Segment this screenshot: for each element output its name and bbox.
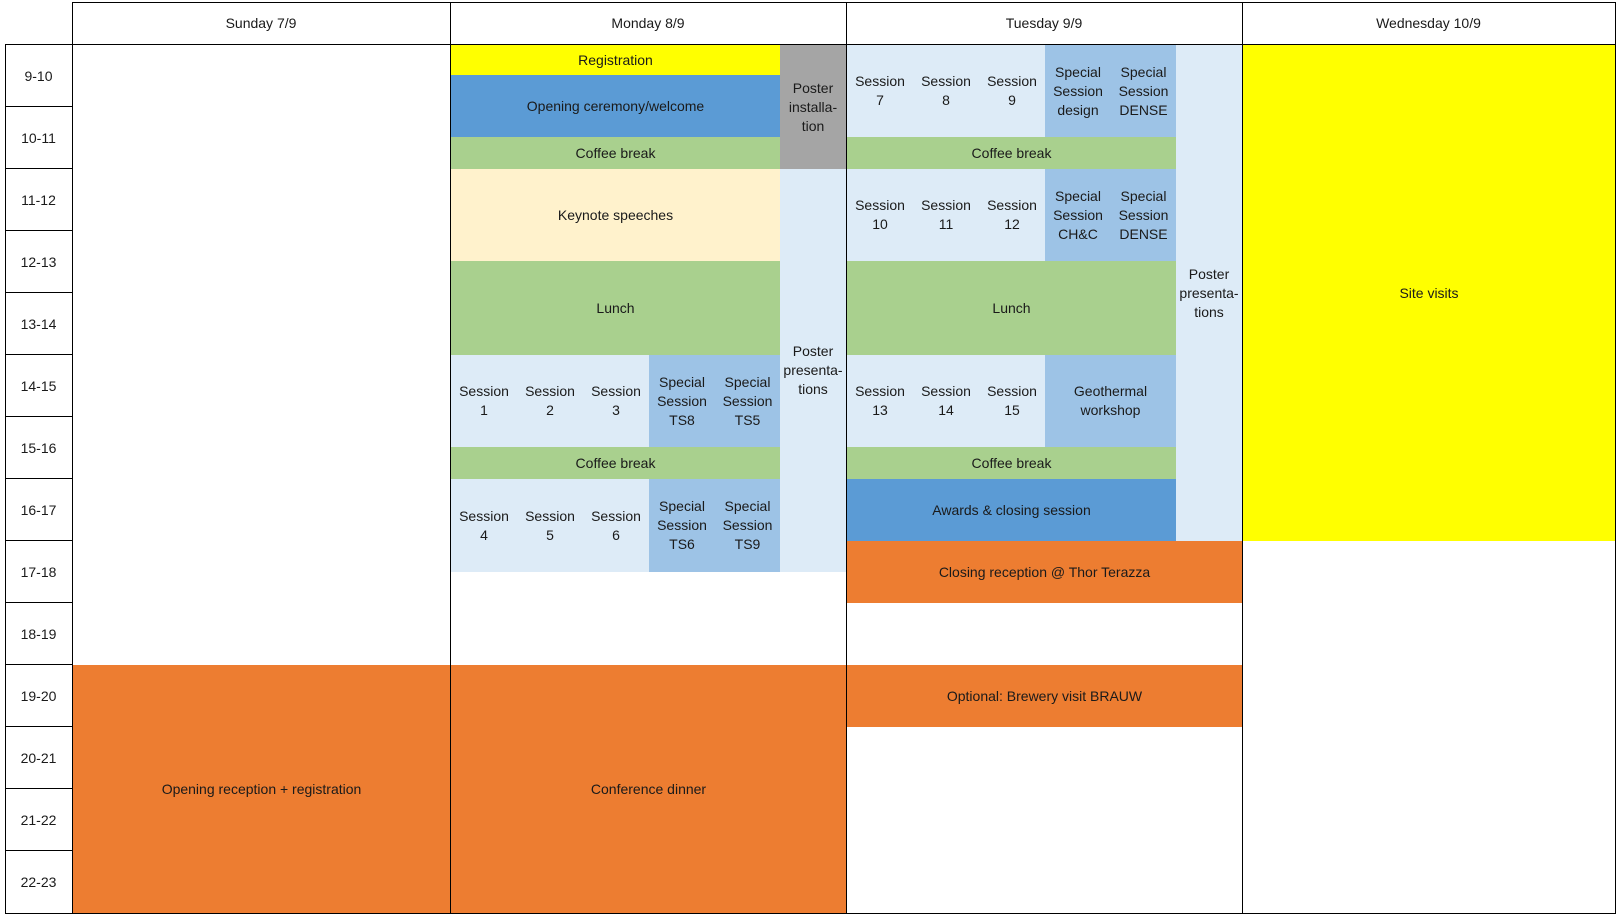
time-slot-19-20: 19-20 [20,687,57,704]
event-session-13: Session 13 [847,355,913,447]
grid-line [72,2,1615,3]
grid-line [450,2,451,914]
grid-line [5,168,72,169]
time-slot-11-12: 11-12 [21,191,56,208]
event-special-session-dense: Special Session DENSE [1111,169,1176,261]
event-session-10: Session 10 [847,169,913,261]
event-opening-reception: Opening reception + registration [73,665,450,913]
grid-line [846,2,847,914]
event-coffee-break: Coffee break [451,137,780,169]
event-brewery-visit: Optional: Brewery visit BRAUW [847,665,1242,727]
event-special-session-ts8: Special Session TS8 [649,355,715,447]
time-slot-9-10: 9-10 [24,67,53,84]
time-slot-13-14: 13-14 [20,315,57,332]
event-session-14: Session 14 [913,355,979,447]
grid-line [5,726,72,727]
event-session-8: Session 8 [913,45,979,137]
time-slot-14-15: 14-15 [20,377,57,394]
event-session-12: Session 12 [979,169,1045,261]
grid-line [5,416,72,417]
event-session-5: Session 5 [517,479,583,572]
grid-line [5,44,1615,45]
grid-line [5,478,72,479]
grid-line [5,602,72,603]
time-slot-15-16: 15-16 [20,439,57,456]
time-slot-12-13: 12-13 [20,253,57,270]
grid-line [1242,2,1243,914]
event-poster-installation: Poster installa- tion [780,45,846,169]
event-conference-dinner: Conference dinner [451,665,846,913]
event-session-15: Session 15 [979,355,1045,447]
event-session-4: Session 4 [451,479,517,572]
event-geothermal-workshop: Geothermal workshop [1045,355,1176,447]
event-session-6: Session 6 [583,479,649,572]
day-header-sunday: Sunday 7/9 [225,15,297,31]
time-slot-21-22: 21-22 [20,811,57,828]
time-slot-18-19: 18-19 [20,625,57,642]
grid-line [5,664,72,665]
time-slot-17-18: 17-18 [20,563,57,580]
event-keynote-speeches: Keynote speeches [451,169,780,261]
grid-line [5,44,6,914]
time-slot-16-17: 16-17 [20,501,57,518]
grid-line [5,292,72,293]
event-coffee-break: Coffee break [451,447,780,479]
grid-line [5,230,72,231]
day-header-monday: Monday 8/9 [611,15,685,31]
time-slot-20-21: 20-21 [20,749,57,766]
event-registration: Registration [451,45,780,75]
event-session-11: Session 11 [913,169,979,261]
event-special-session-ts9: Special Session TS9 [715,479,780,572]
event-lunch: Lunch [451,261,780,355]
day-header-wednesday: Wednesday 10/9 [1376,15,1481,31]
event-session-3: Session 3 [583,355,649,447]
grid-line [5,354,72,355]
event-lunch: Lunch [847,261,1176,355]
event-site-visits: Site visits [1243,45,1615,541]
event-special-session-ts6: Special Session TS6 [649,479,715,572]
event-awards-closing-session: Awards & closing session [847,479,1176,541]
event-coffee-break: Coffee break [847,447,1176,479]
event-session-9: Session 9 [979,45,1045,137]
time-slot-10-11: 10-11 [21,129,56,146]
grid-line [5,788,72,789]
grid-line [72,2,73,914]
event-special-session-ts5: Special Session TS5 [715,355,780,447]
grid-line [5,850,72,851]
event-closing-reception: Closing reception @ Thor Terazza [847,541,1242,603]
day-header-tuesday: Tuesday 9/9 [1005,15,1083,31]
event-session-7: Session 7 [847,45,913,137]
event-session-1: Session 1 [451,355,517,447]
grid-line [5,106,72,107]
grid-line [5,913,1615,914]
event-poster-presentations: Poster presenta- tions [780,169,846,572]
event-special-session-design: Special Session design [1045,45,1111,137]
event-coffee-break: Coffee break [847,137,1176,169]
event-poster-presentations: Poster presenta- tions [1176,45,1242,541]
event-session-2: Session 2 [517,355,583,447]
event-opening-ceremony: Opening ceremony/welcome [451,75,780,137]
event-special-session-dense: Special Session DENSE [1111,45,1176,137]
time-slot-22-23: 22-23 [20,873,57,890]
event-special-session-chc: Special Session CH&C [1045,169,1111,261]
grid-line [5,540,72,541]
